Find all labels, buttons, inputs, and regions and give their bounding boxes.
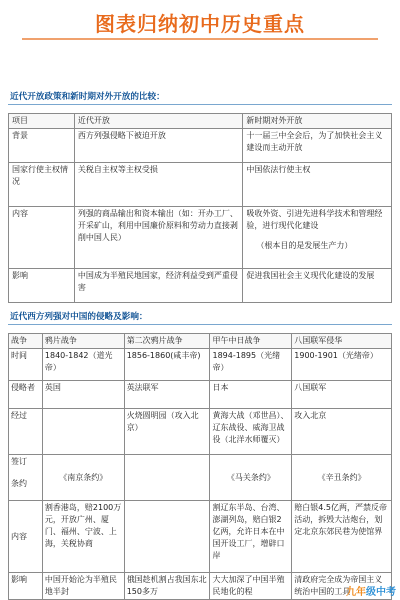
row-label: 影响 <box>9 573 43 600</box>
modern-cell: 列强的商品输出和资本输出（如：开办工厂、开采矿山，利用中国廉价原料和劳动力直接剥削中国人民） <box>74 207 243 269</box>
header-cell: 第二次鸦片战争 <box>124 334 210 349</box>
new-content: 吸收外资、引进先进科学技术和管理经验，进行现代化建设 <box>246 209 383 230</box>
aggressor-row <box>9 381 392 409</box>
process-cell: 火烧圆明园（攻入北京） <box>124 409 210 455</box>
impact-cell: 中国开始沦为半殖民地半封 <box>42 573 124 600</box>
row-label: 内容 <box>9 501 43 573</box>
row-label: 影响 <box>9 269 75 303</box>
aggressor-cell: 英国 <box>42 381 124 409</box>
new-note: （根本目的是发展生产力） <box>256 241 353 250</box>
treaty-cell <box>124 455 210 501</box>
header-cell: 战争 <box>9 334 43 349</box>
page-title: 图表归纳初中历史重点 <box>95 12 305 36</box>
section2-rule <box>8 324 392 325</box>
row-label-line: 条约 <box>11 479 27 488</box>
section1-rule <box>8 104 392 105</box>
impact-cell: 俄国趁机割占我国东北150多万 <box>124 573 210 600</box>
invasion-table <box>8 333 392 600</box>
table-row <box>9 163 392 207</box>
table-row <box>9 129 392 163</box>
table-row <box>9 269 392 303</box>
impact-cell: 大大加深了中国半殖民地化的程 <box>210 573 292 600</box>
content-row <box>9 501 392 573</box>
aggressor-cell: 英法联军 <box>124 381 210 409</box>
row-label: 时间 <box>9 349 43 381</box>
header-cell: 甲午中日战争 <box>210 334 292 349</box>
watermark-part-a: 九年 <box>346 587 366 598</box>
row-label: 侵略者 <box>9 381 43 409</box>
section2-heading: 近代西方列强对中国的侵略及影响： <box>10 312 148 322</box>
time-cell: 1856-1860(咸丰帝) <box>124 349 210 381</box>
modern-cell: 关税自主权等主权受损 <box>74 163 243 207</box>
new-cell: 十一届三中全会后，为了加快社会主义建设而主动开放 <box>243 129 392 163</box>
row-label: 经过 <box>9 409 43 455</box>
new-cell <box>243 207 392 269</box>
process-cell <box>42 409 124 455</box>
header-cell: 八国联军侵华 <box>292 334 392 349</box>
process-cell: 黄海大战（邓世昌）、辽东战役、威海卫战役（北洋水师覆灭） <box>210 409 292 455</box>
time-cell: 1840-1842（道光帝） <box>42 349 124 381</box>
modern-cell: 中国成为半殖民地国家，经济利益受到严重侵害 <box>74 269 243 303</box>
table-row <box>9 207 392 269</box>
treaty-row <box>9 455 392 501</box>
watermark-part-b: 级中考 <box>366 587 396 598</box>
header-cell: 鸦片战争 <box>42 334 124 349</box>
title-underline <box>22 38 378 40</box>
row-label: 内容 <box>9 207 75 269</box>
time-cell: 1894-1895（光绪帝） <box>210 349 292 381</box>
impact-cell: 清政府完全成为帝国主义统治中国的工具 <box>292 573 392 600</box>
treaty-cell: 《马关条约》 <box>210 455 292 501</box>
treaty-cell: 《辛丑条约》 <box>292 455 392 501</box>
row-label: 国家行使主权情况 <box>9 163 75 207</box>
impact-row <box>9 573 392 600</box>
row-label: 背景 <box>9 129 75 163</box>
new-cell: 中国依法行使主权 <box>243 163 392 207</box>
new-cell: 促进我国社会主义现代化建设的发展 <box>243 269 392 303</box>
title-bar <box>0 0 400 44</box>
content-cell <box>124 501 210 573</box>
header-cell: 近代开放 <box>74 114 243 129</box>
treaty-cell: 《南京条约》 <box>42 455 124 501</box>
watermark-logo <box>346 583 396 598</box>
table-header-row <box>9 334 392 349</box>
header-cell: 项目 <box>9 114 75 129</box>
aggressor-cell: 八国联军 <box>292 381 392 409</box>
row-label <box>9 455 43 501</box>
table-header-row <box>9 114 392 129</box>
time-row <box>9 349 392 381</box>
content-cell: 割香港岛，赔2100万元，开放广州、厦门、福州、宁波、上海，关税协商 <box>42 501 124 573</box>
content-cell: 赔白银4.5亿两，严禁反帝活动，拆毁大沽炮台，划定北京东郊民巷为使馆界 <box>292 501 392 573</box>
section1-heading: 近代开放政策和新时期对外开放的比较： <box>10 92 165 102</box>
comparison-table <box>8 113 392 303</box>
content-cell: 割辽东半岛、台湾、澎湖列岛，赔白银2亿两，允许日本在中国开设工厂，增辟口岸 <box>210 501 292 573</box>
time-cell: 1900-1901（光绪帝） <box>292 349 392 381</box>
header-cell: 新时期对外开放 <box>243 114 392 129</box>
aggressor-cell: 日本 <box>210 381 292 409</box>
process-cell: 攻入北京 <box>292 409 392 455</box>
row-label-line: 签订 <box>11 457 27 466</box>
process-row <box>9 409 392 455</box>
modern-cell: 西方列强侵略下被迫开放 <box>74 129 243 163</box>
